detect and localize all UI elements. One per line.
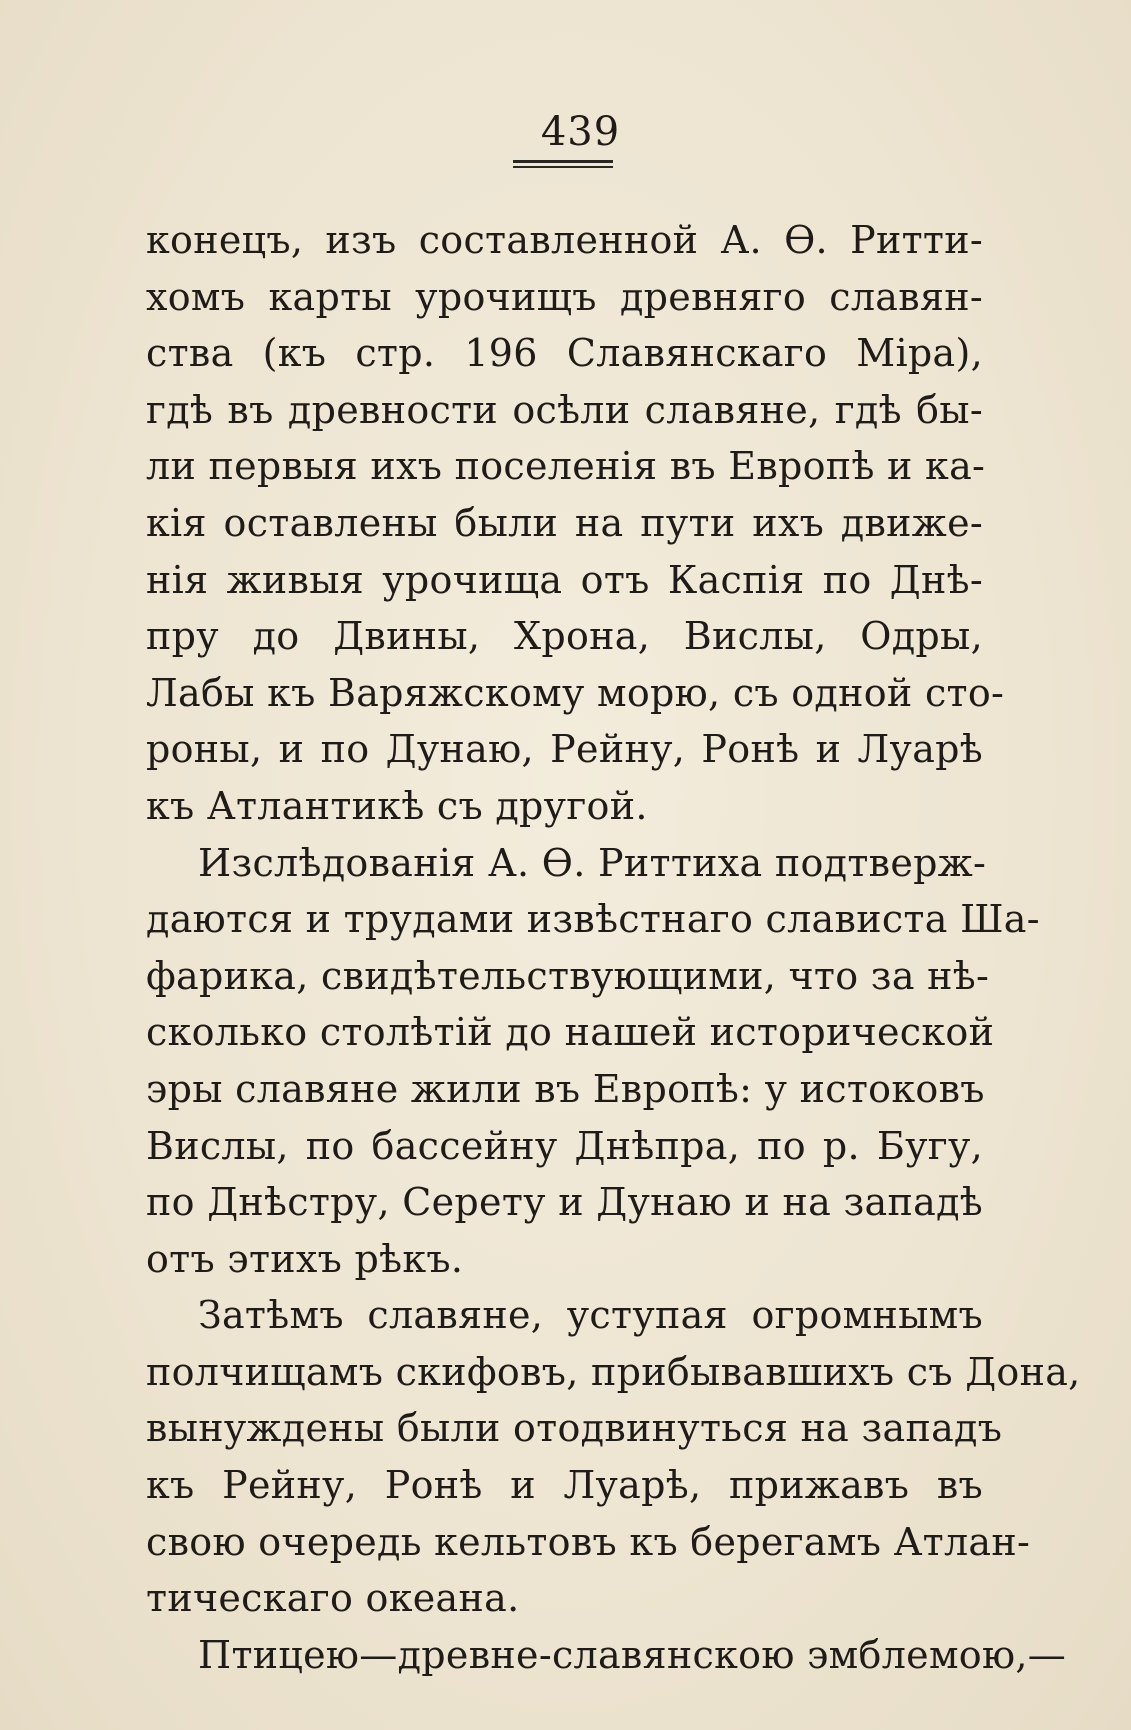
text-line: Лабы къ Варяжскому морю, съ одной сто- xyxy=(146,670,1005,715)
text-line: конецъ, изъ составленной А. Ѳ. Ритти- xyxy=(146,218,983,262)
text-line: роны, и по Дунаю, Рейну, Ронѣ и Луарѣ xyxy=(146,727,983,772)
text-line: гдѣ въ древности осѣли славяне, гдѣ бы- xyxy=(146,387,983,432)
text-line: сколько столѣтій до нашей исторической xyxy=(146,1010,995,1055)
text-line: отъ этихъ рѣкъ. xyxy=(146,1236,464,1281)
page-number-rule xyxy=(513,166,613,168)
text-line: фарика, свидѣтельствующими, что за нѣ- xyxy=(146,953,990,998)
text-line: эры славяне жили въ Европѣ: у истоковъ xyxy=(146,1066,985,1111)
text-line: Вислы, по бассейну Днѣпра, по р. Бугу, xyxy=(146,1123,983,1168)
text-line: ли первыя ихъ поселенія въ Европѣ и ка- xyxy=(146,444,986,489)
body-text xyxy=(146,212,1081,1683)
text-line: Изслѣдованія А. Ѳ. Риттиха подтверж- xyxy=(198,840,987,885)
text-line: нія живыя урочища отъ Каспія по Днѣ- xyxy=(146,557,983,602)
page-number-rule xyxy=(513,160,613,163)
text-line: ства (къ стр. 196 Славянскаго Міра), xyxy=(146,331,983,376)
text-line: тическаго океана. xyxy=(146,1576,520,1621)
text-line: кія оставлены были на пути ихъ движе- xyxy=(146,500,983,545)
text-line: Птицею—древне-славянскою эмблемою,— xyxy=(198,1632,1067,1677)
page-number: 439 xyxy=(540,109,621,155)
text-line: Затѣмъ славяне, уступая огромнымъ xyxy=(198,1293,983,1338)
text-line: къ Атлантикѣ съ другой. xyxy=(146,783,648,828)
text-line: вынуждены были отодвинуться на западъ xyxy=(146,1406,1003,1451)
text-line: по Днѣстру, Серету и Дунаю и на западѣ xyxy=(146,1180,983,1225)
text-line: полчищамъ скифовъ, прибывавшихъ съ Дона, xyxy=(146,1349,1081,1394)
text-line: къ Рейну, Ронѣ и Луарѣ, прижавъ въ xyxy=(146,1463,983,1508)
text-line: хомъ карты урочищъ древняго славян- xyxy=(146,274,983,319)
text-line: пру до Двины, Хрона, Вислы, Одры, xyxy=(146,614,983,659)
text-line: даются и трудами извѣстнаго слависта Ша- xyxy=(146,897,1040,942)
text-line: свою очередь кельтовъ къ берегамъ Атлан- xyxy=(146,1519,1031,1564)
